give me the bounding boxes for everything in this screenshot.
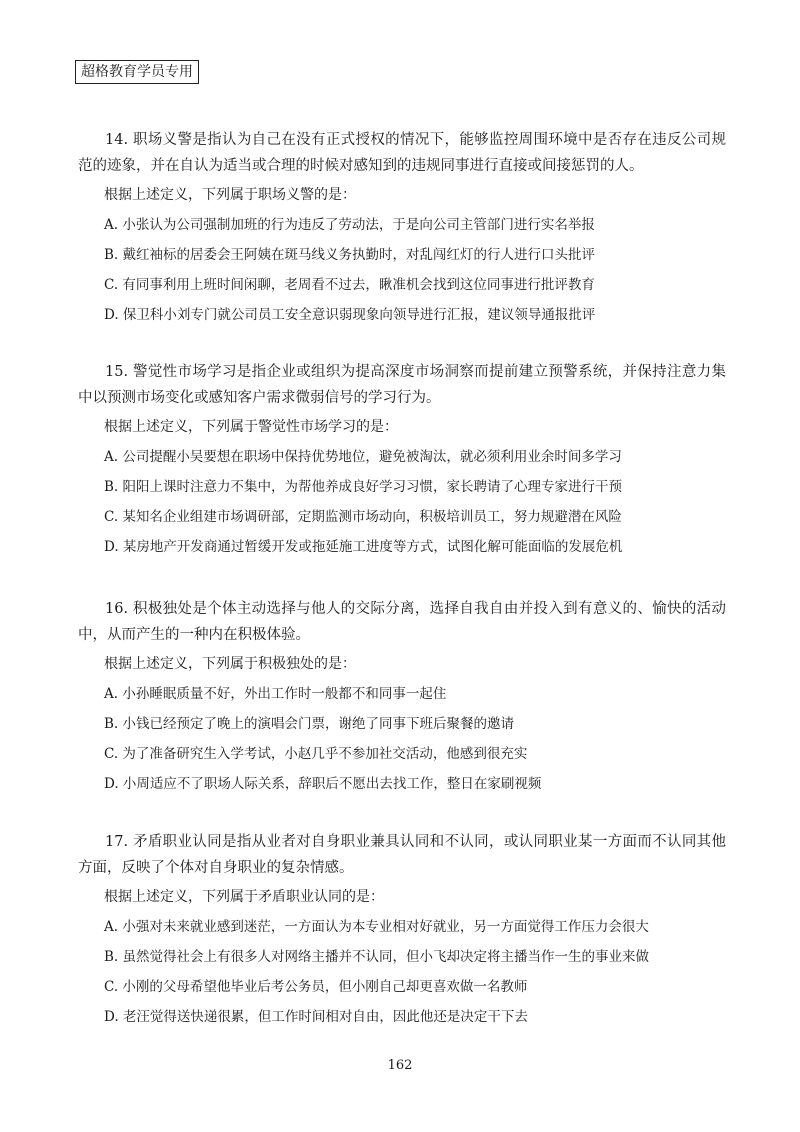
page-number: 162 (387, 1058, 413, 1073)
option-b: B. 小钱已经预定了晚上的演唱会门票，谢绝了同事下班后聚餐的邀请 (104, 716, 515, 732)
option-c: C. 有同事利用上班时间闲聊，老周看不过去，瞅准机会找到这位同事进行批评教育 (104, 277, 595, 293)
question-stem: 16. 积极独处是个体主动选择与他人的交际分离，选择自我自由并投入到有意义的、愉快的活动中，从而产生的一种内在积极体验。 (78, 601, 726, 643)
question-prompt: 根据上述定义，下列属于职场义警的是： (104, 187, 356, 203)
option-list (78, 215, 726, 325)
question-16 (78, 596, 726, 794)
option-b: B. 戴红袖标的居委会王阿姨在斑马线义务执勤时，对乱闯红灯的行人进行口头批评 (104, 247, 596, 263)
question-prompt: 根据上述定义，下列属于积极独处的是： (104, 656, 356, 672)
question-stem: 17. 矛盾职业认同是指从业者对自身职业兼具认同和不认同，或认同职业某一方面而不认同其他方面，反映了个体对自身职业的复杂情感。 (78, 834, 726, 876)
option-c: C. 为了准备研究生入学考试，小赵几乎不参加社交活动，他感到很充实 (104, 746, 528, 762)
question-14 (78, 127, 726, 325)
option-b: B. 阳阳上课时注意力不集中，为帮他养成良好学习习惯，家长聘请了心理专家进行干预 (104, 479, 623, 495)
question-17 (78, 829, 726, 1027)
option-d: D. 小周适应不了职场人际关系，辞职后不愿出去找工作，整日在家刷视频 (104, 776, 542, 792)
option-c: C. 小刚的父母希望他毕业后考公务员，但小刚自己却更喜欢做一名教师 (104, 979, 528, 995)
option-d: D. 保卫科小刘专门就公司员工安全意识弱现象向领导进行汇报，建议领导通报批评 (104, 307, 596, 323)
question-15 (78, 359, 726, 557)
option-a: A. 小孙睡眠质量不好，外出工作时一般都不和同事一起住 (104, 686, 447, 702)
header-label: 超格教育学员专用 (75, 60, 199, 84)
option-d: D. 老汪觉得送快递很累，但工作时间相对自由，因此他还是决定干下去 (104, 1009, 528, 1025)
question-stem: 15. 警觉性市场学习是指企业或组织为提高深度市场洞察而提前建立预警系统，并保持注意力集中以预测市场变化或感知客户需求微弱信号的学习行为。 (78, 364, 726, 406)
option-a: A. 公司提醒小吴要想在职场中保持优势地位，避免被淘汰，就必须利用业余时间多学习 (104, 449, 622, 465)
question-stem: 14. 职场义警是指认为自己在没有正式授权的情况下，能够监控周围环境中是否存在违反公司规范的迹象，并在自认为适当或合理的时候对感知到的违规同事进行直接或间接惩罚的人。 (78, 132, 726, 174)
option-c: C. 某知名企业组建市场调研部，定期监测市场动向，积极培训员工，努力规避潜在风险 (104, 509, 622, 525)
question-prompt: 根据上述定义，下列属于警觉性市场学习的是： (104, 419, 398, 435)
option-list (78, 447, 726, 557)
option-list (78, 684, 726, 794)
option-b: B. 虽然觉得社会上有很多人对网络主播并不认同，但小飞却决定将主播当作一生的事业来做 (104, 949, 650, 965)
option-a: A. 小强对未来就业感到迷茫，一方面认为本专业相对好就业，另一方面觉得工作压力会很大 (104, 919, 649, 935)
question-prompt: 根据上述定义，下列属于矛盾职业认同的是： (104, 889, 384, 905)
option-a: A. 小张认为公司强制加班的行为违反了劳动法，于是向公司主管部门进行实名举报 (104, 217, 595, 233)
option-list (78, 917, 726, 1027)
option-d: D. 某房地产开发商通过暂缓开发或拖延施工进度等方式，试图化解可能面临的发展危机 (104, 539, 623, 555)
